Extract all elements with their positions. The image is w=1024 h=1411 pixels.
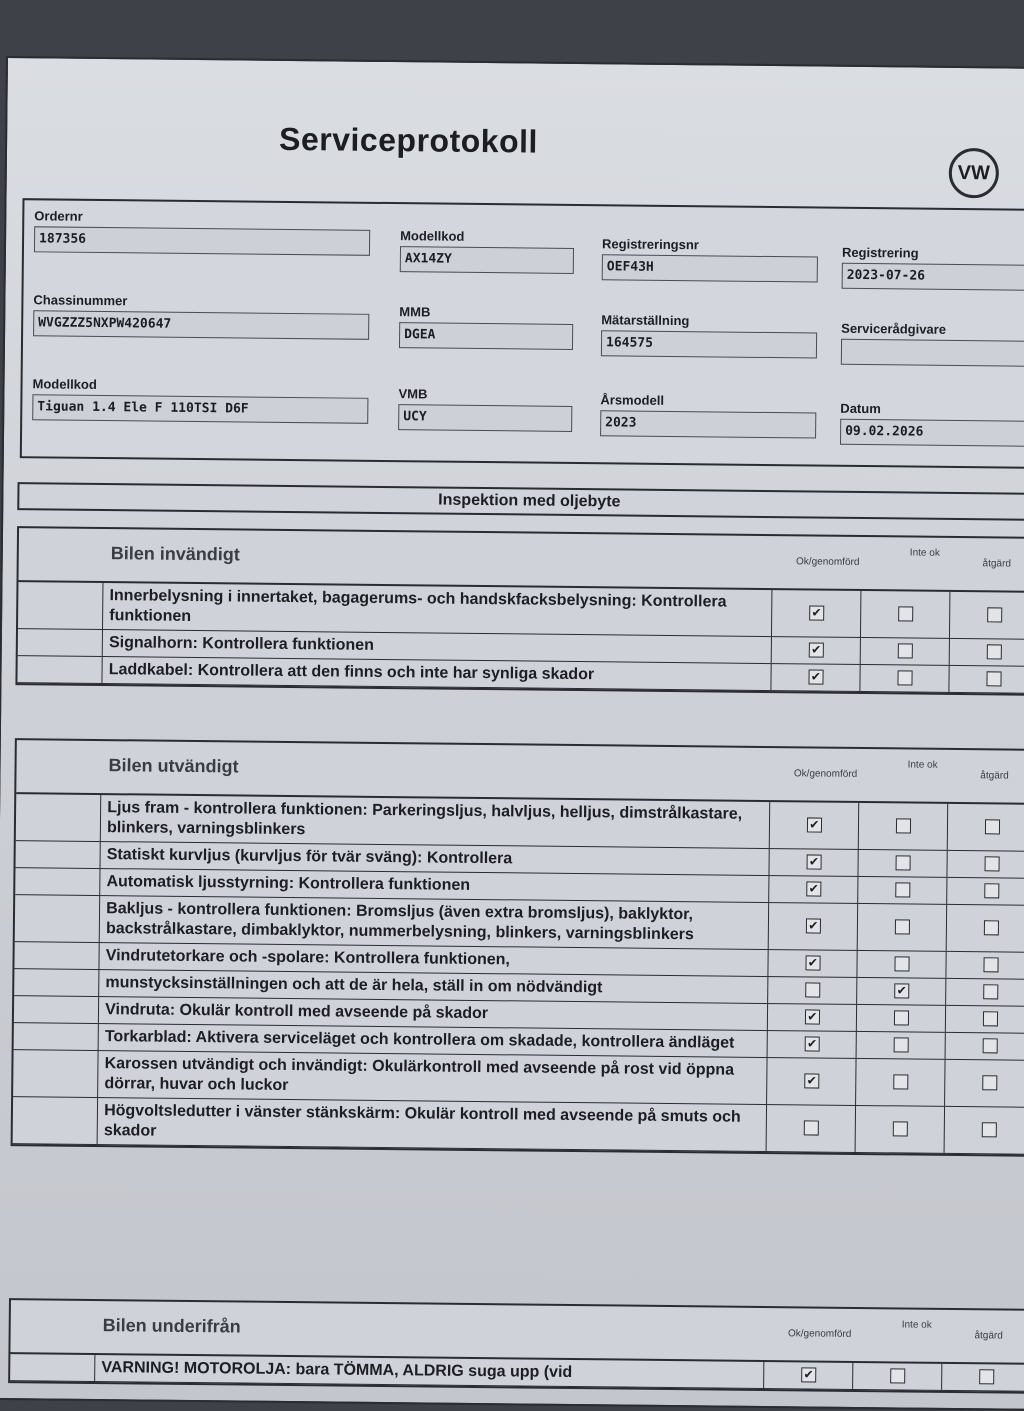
checkbox-inte-ok[interactable] [893,1121,908,1136]
check-cell-atgard [946,1006,1024,1033]
check-cell-inte-ok [857,1005,946,1032]
check-cell-inte-ok [859,803,949,850]
mmb-label: MMB [399,304,431,320]
check-cell-atgard [949,666,1024,693]
check-cell-atgard [945,1060,1024,1107]
row-gutter [15,895,101,942]
matar-label: Mätarställning [601,312,690,329]
row-gutter [16,841,101,868]
checklist-item-text: Vindruta: Okulär kontroll med avseende på skador [99,997,768,1030]
column-header-inte-ok: Inte ok [901,1319,932,1331]
check-cell-ok [768,977,857,1004]
row-gutter [18,629,103,656]
checklist-item-text: Vindrutetorkare och -spolare: Kontrollera funktionen, [100,943,769,976]
checkbox-ok[interactable]: ✔ [809,642,824,657]
check-cell-atgard [950,639,1024,666]
checkbox-ok[interactable]: ✔ [805,1009,820,1024]
ordernr-field [34,208,370,256]
checkbox-atgard[interactable] [983,984,998,999]
checkbox-ok[interactable] [805,982,820,997]
section-1 [11,738,1024,1157]
checkbox-atgard[interactable] [982,1122,997,1137]
registrering-label: Registrering [841,244,919,261]
checkbox-atgard[interactable] [983,957,998,972]
check-cell-ok [772,590,862,637]
checkbox-inte-ok[interactable] [895,882,910,897]
check-cell-ok [771,637,860,664]
servicerad-label: Servicerådgivare [841,320,947,337]
checkbox-atgard[interactable] [979,1369,994,1384]
check-cell-ok [770,802,860,849]
checkbox-inte-ok[interactable] [893,1074,908,1089]
check-cell-ok [768,903,858,950]
checkbox-atgard[interactable] [983,1038,998,1053]
vmb-value: UCY [398,404,572,432]
ordernr-value: 187356 [34,226,370,256]
check-cell-inte-ok [856,1032,945,1059]
checkbox-atgard[interactable] [984,883,999,898]
row-gutter [16,794,102,841]
regnr-label: Registreringsnr [601,236,699,253]
arsmodell-label: Årsmodell [600,392,665,408]
row-gutter [14,996,99,1023]
servicerad-field [841,321,1024,367]
vw-logo-icon: VW [949,148,1000,199]
checkbox-atgard[interactable] [985,819,1000,834]
check-cell-atgard [947,851,1024,878]
checkbox-inte-ok[interactable] [898,606,913,621]
section-0 [15,526,1024,696]
column-header-atgard: åtgärd [980,770,1009,782]
mmb-field [399,304,573,350]
check-cell-ok [768,950,857,977]
checkbox-inte-ok[interactable] [894,1010,909,1025]
column-header-ok: Ok/genomförd [787,1328,852,1340]
matar-field [601,312,817,358]
checkbox-inte-ok[interactable] [894,956,909,971]
modellkod-field [400,228,574,274]
section-title: Bilen utvändigt [108,755,239,777]
section-title: Bilen underifrån [102,1315,241,1337]
column-header-atgard: åtgärd [982,558,1011,570]
column-header-ok: Ok/genomförd [796,556,860,568]
check-cell-inte-ok [856,1059,946,1106]
checklist-item-text: munstycksinställningen och att de är hela, ställ in om nödvändigt [99,970,768,1003]
row-gutter [13,1097,99,1144]
checkbox-inte-ok[interactable] [895,855,910,870]
checkbox-ok[interactable]: ✔ [806,881,821,896]
checkbox-ok[interactable]: ✔ [804,1036,819,1051]
check-cell-atgard [946,952,1024,979]
checkbox-atgard[interactable] [983,1011,998,1026]
regnr-field [602,236,818,282]
checkbox-inte-ok[interactable] [898,643,913,658]
row-gutter [14,942,99,969]
check-cell-atgard [947,905,1024,952]
check-cell-atgard [945,1033,1024,1060]
row-gutter [18,582,104,629]
registrering-field [842,245,1024,291]
row-gutter [17,656,102,683]
checklist-item-text: Automatisk ljusstyrning: Kontrollera funktionen [100,869,769,902]
checkbox-ok[interactable]: ✔ [805,955,820,970]
check-cell-ok [771,664,860,691]
row-gutter [13,1050,99,1097]
checkbox-atgard[interactable] [984,856,999,871]
checkbox-inte-ok[interactable] [895,919,910,934]
registrering-value: 2023-07-26 [842,263,1024,291]
page-title: Serviceprotokoll [278,120,539,160]
check-cell-inte-ok [855,1106,945,1153]
check-cell-atgard [950,592,1024,639]
chassi-label: Chassinummer [33,292,128,309]
check-cell-ok [769,876,858,903]
check-cell-inte-ok [857,951,946,978]
checklist-item-text: Laddkabel: Kontrollera att den finns och inte har synliga skador [103,657,772,690]
check-cell-ok [768,1004,857,1031]
row-gutter [14,969,99,996]
checkbox-ok[interactable]: ✔ [806,854,821,869]
check-cell-ok [767,1058,857,1105]
check-cell-atgard [946,979,1024,1006]
column-header-inte-ok: Inte ok [909,547,940,559]
check-cell-atgard [948,804,1024,851]
check-cell-ok [769,849,858,876]
checklist-item-text: VARNING! MOTOROLJA: bara TÖMMA, ALDRIG suga upp (vid [95,1355,764,1388]
checkbox-ok[interactable]: ✔ [809,605,824,620]
check-cell-inte-ok [858,904,948,951]
mmb-value: DGEA [399,322,573,350]
inspection-banner: Inspektion med oljebyte [17,482,1024,521]
checkbox-ok[interactable]: ✔ [801,1367,816,1382]
checklist-item-text: Bakljus - kontrollera funktionen: Bromsljus (även extra bromsljus), baklyktor, backstrålkastare, dimbaklyktor, nummerbelysning, blinkers, varningsblinkers [100,896,769,949]
ordernr-label: Ordernr [34,208,83,224]
vehicle-info-box [20,198,1024,469]
modellkod-value: AX14ZY [400,246,574,274]
check-cell-atgard [944,1107,1024,1154]
check-cell-inte-ok [860,665,949,692]
checklist-item-text: Högvoltsledutter i vänster stänkskärm: Okulär kontroll med avseende på smuts och skador [98,1098,767,1151]
checklist-item-text: Ljus fram - kontrollera funktionen: Parkeringsljus, halvljus, helljus, dimstrålkastare, blinkers, varningsblinkers [101,795,770,848]
column-header-inte-ok: Inte ok [907,759,938,771]
check-cell-inte-ok [861,591,951,638]
checkbox-atgard[interactable] [986,671,1001,686]
servicerad-value [841,339,1024,367]
datum-field [840,401,1024,447]
row-gutter [14,1023,99,1050]
check-cell-inte-ok [861,638,950,665]
check-cell-inte-ok [857,978,946,1005]
row-gutter [15,868,100,895]
checkbox-inte-ok[interactable] [890,1368,905,1383]
service-protocol-sheet [0,56,1024,1411]
checkbox-ok[interactable] [804,1120,819,1135]
check-cell-inte-ok [853,1363,942,1390]
checkbox-atgard[interactable] [982,1075,997,1090]
vmb-field [398,386,572,432]
checkbox-inte-ok[interactable] [896,818,911,833]
checkbox-inte-ok[interactable] [897,670,912,685]
column-header-ok: Ok/genomförd [793,768,858,780]
arsmodell-value: 2023 [600,410,816,438]
checkbox-ok[interactable]: ✔ [808,669,823,684]
checkbox-atgard[interactable] [984,920,999,935]
checkbox-inte-ok[interactable]: ✔ [894,983,909,998]
section-title: Bilen invändigt [110,543,240,565]
checklist-item-text: Karossen utvändigt och invändigt: Okulärkontroll med avseende på rost vid öppna dörrar, huvar och luckor [98,1051,767,1104]
regnr-value: OEF43H [602,254,818,282]
modell-field [32,376,368,424]
checklist-item-text: Signalhorn: Kontrollera funktionen [103,630,772,663]
checklist-item-text: Innerbelysning i innertaket, bagagerums- och handskfacksbelysning: Kontrollera funktionen [103,583,772,636]
check-cell-ok [764,1362,853,1389]
checkbox-atgard[interactable] [987,607,1002,622]
checkbox-inte-ok[interactable] [894,1037,909,1052]
checklist-item-text: Torkarblad: Aktivera serviceläget och kontrollera om skadade, kontrollera ändläget [99,1024,768,1057]
checkbox-atgard[interactable] [987,644,1002,659]
modell-label: Modellkod [32,376,97,392]
row-gutter [10,1354,95,1381]
section-2 [8,1298,1024,1394]
check-cell-inte-ok [858,850,947,877]
datum-value: 09.02.2026 [840,419,1024,447]
datum-label: Datum [840,400,881,417]
modell-value: Tiguan 1.4 Ele F 110TSI D6F [32,394,368,424]
chassi-value: WVGZZZ5NXPW420647 [33,310,369,340]
vmb-label: VMB [398,386,428,402]
check-cell-ok [766,1105,856,1152]
modellkod-label: Modellkod [400,228,465,244]
check-cell-atgard [942,1364,1024,1391]
checkbox-ok[interactable]: ✔ [807,817,822,832]
arsmodell-field [600,392,816,438]
matar-value: 164575 [601,330,817,358]
checkbox-ok[interactable]: ✔ [804,1073,819,1088]
check-cell-atgard [947,878,1024,905]
checklist-row [13,1097,1024,1155]
check-cell-ok [767,1031,856,1058]
chassi-field [33,292,369,340]
check-cell-inte-ok [858,877,947,904]
checkbox-ok[interactable]: ✔ [806,918,821,933]
column-header-atgard: åtgärd [974,1330,1003,1342]
checklist-item-text: Statiskt kurvljus (kurvljus för tvär sväng): Kontrollera [101,842,770,875]
